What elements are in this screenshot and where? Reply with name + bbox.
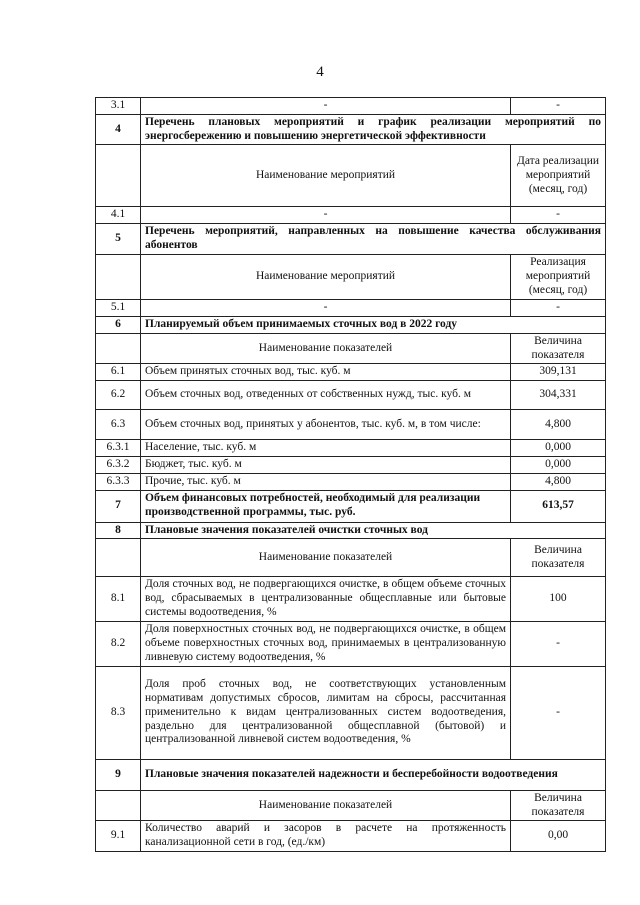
column-header-name: Наименование мероприятий [141,255,511,300]
row-value: 4,800 [511,473,606,490]
table-row [96,456,606,473]
header-row [96,145,606,207]
row-name: - [141,98,511,115]
row-number: 8.2 [96,621,141,666]
section-row [96,522,606,539]
column-header-value: Дата реализации мероприятий (месяц, год) [511,145,606,207]
row-number: 9.1 [96,821,141,852]
section-number: 5 [96,224,141,255]
section-title: Плановые значения показателей очистки сточных вод [141,522,606,539]
row-number: 6.3.1 [96,440,141,457]
section-number: 7 [96,490,141,522]
table-row [96,666,606,759]
row-name: Объем сточных вод, принятых у абонентов, тыс. куб. м, в том числе: [141,410,511,440]
section-title: Объем финансовых потребностей, необходимый для реализации производственной программы, тыс. руб. [141,490,511,522]
row-name: Доля поверхностных сточных вод, не подвергающихся очистке, в общем объеме поверхностных сточных вод, принимаемых в централизованную ливневую систему водоотведения, % [141,621,511,666]
row-name: Бюджет, тыс. куб. м [141,456,511,473]
table-row [96,207,606,224]
column-header-value: Реализация мероприятий (месяц, год) [511,255,606,300]
table-row [96,821,606,852]
row-value: - [511,621,606,666]
row-value: 4,800 [511,410,606,440]
section-row [96,759,606,790]
row-name: Доля сточных вод, не подвергающихся очистке, в общем объеме сточных вод, сбрасываемых в централизованные общесплавные или бытовые системы водоотведения, % [141,577,511,621]
row-value: 100 [511,577,606,621]
page-number: 4 [316,64,324,80]
column-header-name: Наименование показателей [141,333,511,364]
section-number: 4 [96,114,141,145]
row-value: 309,131 [511,364,606,381]
section-title: Перечень мероприятий, направленных на повышение качества обслуживания абонентов [141,224,606,255]
column-header-name: Наименование показателей [141,539,511,577]
row-value: 304,331 [511,381,606,410]
column-header-value: Величина показателя [511,790,606,821]
row-number: 5.1 [96,300,141,317]
column-header-name: Наименование показателей [141,790,511,821]
header-row [96,255,606,300]
row-number: 6.3.3 [96,473,141,490]
row-name: Объем сточных вод, отведенных от собственных нужд, тыс. куб. м [141,381,511,410]
row-name: - [141,300,511,317]
row-value: - [511,300,606,317]
row-number: 4.1 [96,207,141,224]
header-row [96,539,606,577]
financial-needs-value: 613,57 [511,490,606,522]
section-row [96,490,606,522]
row-number: 6.1 [96,364,141,381]
section-number: 8 [96,522,141,539]
row-number: 6.3.2 [96,456,141,473]
table-row [96,381,606,410]
table-row [96,300,606,317]
row-name: - [141,207,511,224]
row-name: Доля проб сточных вод, не соответствующих установленным нормативам допустимых сбросов, лимитам на сбросы, рассчитанная применительно к видам централизованных систем водоотведения, раздельно для централизованной общесплавной (бытовой) и централизованной ливневой систем водоотведения, % [141,666,511,759]
section-title: Перечень плановых мероприятий и график реализации мероприятий по энергосбережению и повышению энергетической эффективности [141,114,606,145]
row-number: 6.2 [96,381,141,410]
row-value: 0,00 [511,821,606,852]
section-number: 6 [96,316,141,333]
column-header-value: Величина показателя [511,539,606,577]
row-number: 8.3 [96,666,141,759]
program-table [95,97,606,852]
table-row [96,364,606,381]
row-number: 6.3 [96,410,141,440]
row-number: 3.1 [96,98,141,115]
row-name: Количество аварий и засоров в расчете на протяженность канализационной сети в год, (ед./км) [141,821,511,852]
section-title: Плановые значения показателей надежности и бесперебойности водоотведения [141,759,606,790]
section-row [96,114,606,145]
table-row [96,440,606,457]
table-row [96,473,606,490]
column-header-name: Наименование мероприятий [141,145,511,207]
row-name: Объем принятых сточных вод, тыс. куб. м [141,364,511,381]
row-value: 0,000 [511,456,606,473]
section-number: 9 [96,759,141,790]
column-header-value: Величина показателя [511,333,606,364]
row-name: Население, тыс. куб. м [141,440,511,457]
table-row [96,577,606,621]
row-value: - [511,98,606,115]
row-name: Прочие, тыс. куб. м [141,473,511,490]
row-value: 0,000 [511,440,606,457]
row-number: 8.1 [96,577,141,621]
table-row [96,621,606,666]
header-row [96,333,606,364]
section-row [96,316,606,333]
row-value: - [511,666,606,759]
section-title: Планируемый объем принимаемых сточных вод в 2022 году [141,316,606,333]
table-row [96,98,606,115]
row-value: - [511,207,606,224]
section-row [96,224,606,255]
header-row [96,790,606,821]
table-row [96,410,606,440]
